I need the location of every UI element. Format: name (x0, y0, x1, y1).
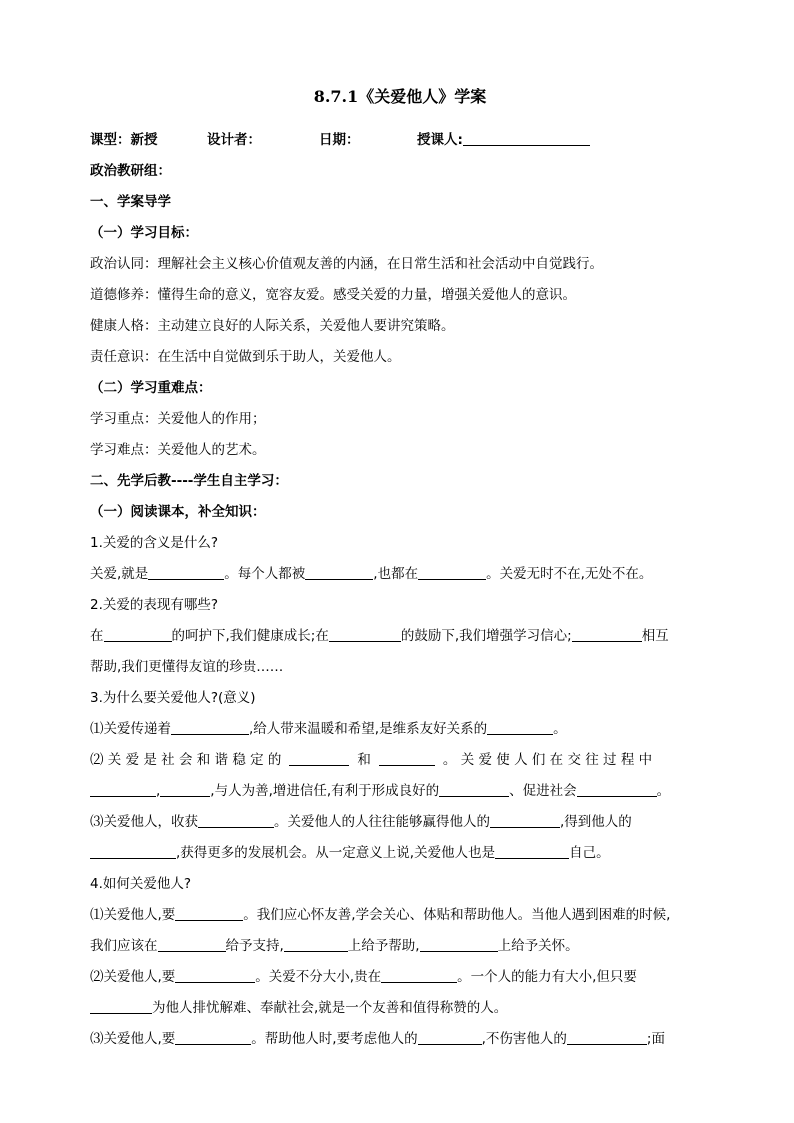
fill-blank[interactable] (90, 997, 152, 1014)
group-label: 政治教研组： (90, 163, 171, 179)
fill-blank[interactable] (490, 811, 560, 828)
lesson-type-label: 课型：新授 (90, 132, 158, 148)
section-1-sub-2: （二）学习重难点： (90, 380, 212, 396)
fill-blank[interactable] (487, 718, 553, 735)
text-segment: 给予支持, (225, 938, 284, 954)
question-2-answer-line-2: 帮助,我们更懂得友谊的珍贵…… (90, 659, 284, 675)
text-segment: 。 (553, 721, 567, 737)
question-4-point-2-line-1 (90, 962, 710, 993)
goal-1: 政治认同：理解社会主义核心价值观友善的内涵，在日常生活和社会活动中自觉践行。 (90, 256, 603, 272)
fill-blank[interactable] (567, 1028, 647, 1045)
question-3-point-2-line-1 (90, 745, 710, 776)
text-segment: ⑵ 关 爱 是 社 会 和 谐 稳 定 的 (90, 752, 282, 768)
text-segment: 的鼓励下,我们增强学习信心; (400, 628, 572, 644)
fill-blank[interactable] (104, 625, 172, 642)
text-segment: , (156, 783, 161, 799)
text-segment: 。关爱他人的人往往能够赢得他人的 (274, 814, 490, 830)
fill-blank[interactable] (175, 1028, 251, 1045)
goal-3: 健康人格：主动建立良好的人际关系，关爱他人要讲究策略。 (90, 318, 455, 334)
date-label: 日期： (319, 132, 360, 148)
question-4-point-2-line-2 (90, 993, 710, 1024)
meta-row (90, 125, 710, 156)
text-segment: 为他人排忧解难、奉献社会,就是一个友善和值得称赞的人。 (152, 1000, 508, 1016)
teacher-blank (463, 129, 590, 146)
section-1-sub-1: （一）学习目标： (90, 225, 198, 241)
question-2-answer-line-1 (90, 621, 710, 652)
fill-blank[interactable] (420, 935, 498, 952)
text-segment: ,获得更多的发展机会。从一定意义上说,关爱他人也是 (176, 845, 496, 861)
text-segment: 的呵护下,我们健康成长;在 (171, 628, 329, 644)
fill-blank[interactable] (329, 625, 401, 642)
question-1: 1.关爱的含义是什么? (90, 535, 219, 551)
difficult-point: 学习难点：关爱他人的艺术。 (90, 442, 266, 458)
question-4-point-1-line-2 (90, 931, 710, 962)
text-segment: ,给人带来温暖和希望,是维系友好关系的 (249, 721, 488, 737)
fill-blank[interactable] (175, 966, 255, 983)
text-segment: 、促进社会 (509, 783, 577, 799)
fill-blank[interactable] (171, 718, 249, 735)
text-segment: ;面 (646, 1031, 665, 1047)
text-segment: 。帮助他人时,要考虑他人的 (251, 1031, 418, 1047)
section-1-heading: 一、学案导学 (90, 194, 171, 210)
fill-blank[interactable] (572, 625, 642, 642)
text-segment: ⑵关爱他人,要 (90, 969, 176, 985)
text-segment: ⑴关爱他人,要 (90, 907, 176, 923)
goal-4: 责任意识：在生活中自觉做到乐于助人，关爱他人。 (90, 349, 401, 365)
fill-blank[interactable] (305, 563, 373, 580)
teacher-label: 授课人: (417, 132, 463, 148)
fill-blank[interactable] (418, 1028, 482, 1045)
text-segment: 我们应该在 (90, 938, 158, 954)
fill-blank[interactable] (284, 935, 348, 952)
text-segment: ,得到他人的 (560, 814, 632, 830)
fill-blank[interactable] (379, 749, 435, 766)
text-segment: 。 (656, 783, 671, 799)
question-1-answer (90, 559, 710, 590)
text-segment: 相互 (641, 628, 669, 644)
fill-blank[interactable] (158, 935, 226, 952)
text-segment: 。我们应心怀友善,学会关心、体贴和帮助他人。当他人遇到困难的时候, (243, 907, 671, 923)
fill-blank[interactable] (175, 904, 243, 921)
question-4-point-3-line-1 (90, 1024, 710, 1055)
fill-blank[interactable] (289, 749, 349, 766)
text-segment: 。 关 爱 使 人 们 在 交 往 过 程 中 (442, 752, 653, 768)
key-point: 学习重点：关爱他人的作用； (90, 411, 266, 427)
fill-blank[interactable] (495, 842, 569, 859)
goal-2: 道德修养：懂得生命的意义，宽容友爱。感受关爱的力量，增强关爱他人的意识。 (90, 287, 576, 303)
text-segment: ,不伤害他人的 (481, 1031, 567, 1047)
text-segment: ,与人为善,增进信任,有利于形成良好的 (210, 783, 440, 799)
text-segment: ⑴关爱传递着 (90, 721, 171, 737)
fill-blank[interactable] (148, 563, 224, 580)
text-segment: 。每个人都被 (224, 566, 306, 582)
fill-blank[interactable] (90, 842, 176, 859)
text-segment: 。一个人的能力有大小,但只要 (457, 969, 637, 985)
fill-blank[interactable] (577, 780, 657, 797)
question-4: 4.如何关爱他人? (90, 876, 192, 892)
text-segment: 。关爱无时不在,无处不在。 (486, 566, 653, 582)
text-segment: 上给予帮助, (347, 938, 420, 954)
text-segment: 关爱,就是 (90, 566, 149, 582)
section-2-heading: 二、先学后教----学生自主学习： (90, 473, 288, 489)
section-2-sub-1: （一）阅读课本，补全知识： (90, 504, 266, 520)
fill-blank[interactable] (381, 966, 457, 983)
fill-blank[interactable] (90, 780, 156, 797)
worksheet-page (90, 86, 710, 1055)
question-3-point-3-line-1 (90, 807, 710, 838)
question-2: 2.关爱的表现有哪些? (90, 597, 219, 613)
question-3: 3.为什么要关爱他人?(意义) (90, 690, 256, 706)
text-segment: 上给予关怀。 (497, 938, 579, 954)
fill-blank[interactable] (439, 780, 509, 797)
fill-blank[interactable] (160, 780, 210, 797)
question-4-point-1-line-1 (90, 900, 710, 931)
question-3-point-1 (90, 714, 710, 745)
page-title: 8.7.1《关爱他人》学案 (313, 87, 487, 106)
designer-label: 设计者： (207, 132, 261, 148)
text-segment: 和 (357, 752, 371, 768)
text-segment: ⑶关爱他人，收获 (90, 814, 198, 830)
text-segment: 在 (90, 628, 104, 644)
text-segment: ⑶关爱他人,要 (90, 1031, 176, 1047)
text-segment: ,也都在 (373, 566, 419, 582)
question-3-point-2-line-2 (90, 776, 710, 807)
text-segment: 自己。 (569, 845, 610, 861)
text-segment: 。关爱不分大小,贵在 (255, 969, 382, 985)
fill-blank[interactable] (198, 811, 274, 828)
question-3-point-3-line-2 (90, 838, 710, 869)
fill-blank[interactable] (418, 563, 486, 580)
